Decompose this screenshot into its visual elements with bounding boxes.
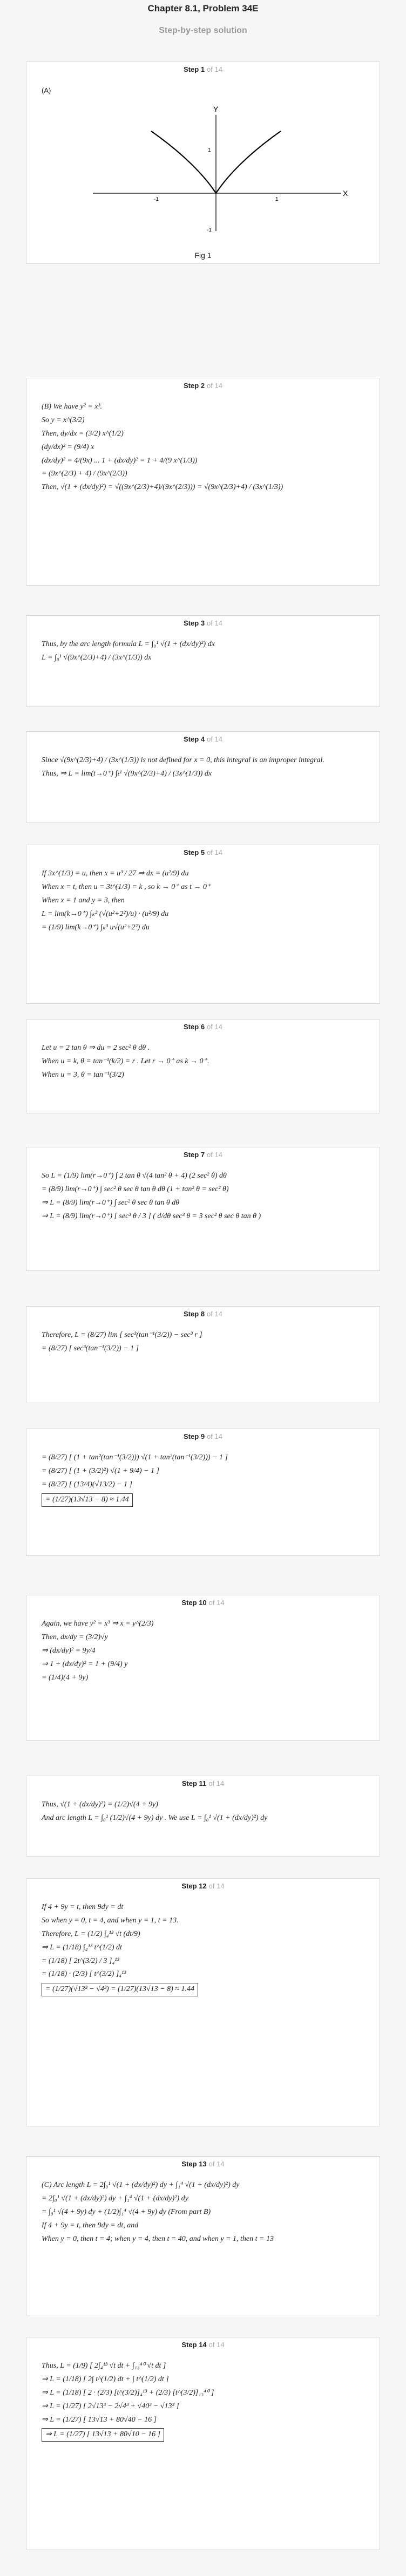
step-line: So L = (1/9) lim(r→0⁺) ∫ 2 tan θ √(4 tan² θ + 4) (2 sec² θ) dθ <box>42 1172 227 1180</box>
step-title: Step 1 of 14 <box>184 65 222 73</box>
step-title: Step 2 of 14 <box>184 382 222 390</box>
step-line: ⇒ L = (1/27) [ 13√13 + 80√40 − 16 ] <box>42 2415 157 2424</box>
step-line: When x = 1 and y = 3, then <box>42 896 125 905</box>
step-line: Then, dy/dx = (3/2) x^(1/2) <box>42 429 124 438</box>
step-card <box>26 1429 380 1556</box>
step-line: L = lim(k→0⁺) ∫ₖ³ (√(u²+2²)/u) · (u²/9) du <box>42 909 169 918</box>
step-title: Step 12 of 14 <box>181 1882 225 1890</box>
step-title: Step 7 of 14 <box>184 1151 222 1159</box>
step-line: So y = x^(3/2) <box>42 416 85 424</box>
boxed-answer: = (1/27)(13√13 − 8) ≈ 1.44 <box>42 1493 133 1507</box>
step-line: When y = 0, then t = 4; when y = 4, then t = 40, and when y = 1, then t = 13 <box>42 2234 274 2243</box>
boxed-answer: ⇒ L = (1/27) [ 13√13 + 80√10 − 16 ] <box>42 2428 164 2442</box>
step-line: Thus, ⇒ L = lim(t→0⁺) ∫ₜ¹ √(9x^(2/3)+4) / (3x^(1/3)) dx <box>42 769 212 778</box>
step-line: (C) Arc length L = 2∫₀¹ √(1 + (dx/dy)²) dy + ∫₁⁴ √(1 + (dx/dy)²) dy <box>42 2181 240 2189</box>
step-line: If 3x^(1/3) = u, then x = u³ / 27 ⇒ dx = (u²/9) du <box>42 869 189 878</box>
step-line: = (1/18) · (2/3) [ t^(3/2) ]₄¹³ <box>42 1970 126 1979</box>
tick-label: 1 <box>208 147 211 153</box>
step-line: (dx/dy)² = 4/(9x) ... 1 + (dx/dy)² = 1 + 4/(9 x^(1/3)) <box>42 456 198 465</box>
step-card <box>26 1019 380 1113</box>
step-line: = 2∫₀¹ √(1 + (dx/dy)²) dy + ∫₁⁴ √(1 + (dx/dy)²) dy <box>42 2194 188 2203</box>
step-line: L = ∫₀¹ √(9x^(2/3)+4) / (3x^(1/3)) dx <box>42 653 152 662</box>
step-title: Step 13 of 14 <box>181 2160 225 2168</box>
step-line: When u = k, θ = tan⁻¹(k/2) = r . Let r → 0⁺ as k → 0⁺. <box>42 1057 209 1065</box>
step-line: Thus, L = (1/9) [ 2∫₄¹³ √t dt + ∫₁₃⁴⁰ √t dt ] <box>42 2362 166 2370</box>
step-line: ⇒ L = (1/18) ∫₄¹³ t^(1/2) dt <box>42 1943 122 1952</box>
step-line: = (9x^(2/3) + 4) / (9x^(2/3)) <box>42 470 127 478</box>
page-subtitle: Step-by-step solution <box>159 26 247 35</box>
step-line: ⇒ L = (1/27) [ 2√13³ − 2√4³ + √40³ − √13³ ] <box>42 2402 179 2410</box>
step-line: = (1/18) [ 2t^(3/2) / 3 ]₄¹³ <box>42 1956 119 1965</box>
step-line: = (8/9) lim(r→0⁺) ∫ sec² θ sec θ tan θ dθ (1 + tan² θ = sec² θ) <box>42 1185 229 1193</box>
step-line: = (1/4)(4 + 9y) <box>42 1673 89 1682</box>
step-card <box>26 62 380 264</box>
tick-label: -1 <box>154 196 159 202</box>
step-title: Step 10 of 14 <box>181 1599 225 1607</box>
step-title: Step 11 of 14 <box>181 1779 225 1787</box>
boxed-answer: = (1/27)(√13³ − √4³) = (1/27)(13√13 − 8) ≈ 1.44 <box>42 1983 198 1996</box>
step-line: = ∫₀¹ √(4 + 9y) dy + (1/2)∫₁⁴ √(4 + 9y) dy (From part B) <box>42 2207 211 2216</box>
step-card <box>26 1595 380 1741</box>
step-line: Therefore, L = (1/2) ∫₄¹³ √t (dt/9) <box>42 1929 140 1938</box>
step-line: If 4 + 9y = t, then 9dy = dt <box>42 1903 124 1911</box>
step-line: Then, √(1 + (dx/dy)²) = √((9x^(2/3)+4)/(9x^(2/3))) = √(9x^(2/3)+4) / (3x^(1/3)) <box>42 483 283 492</box>
figure-plot <box>42 99 366 244</box>
step-line: Thus, √(1 + (dx/dy)²) = (1/2)√(4 + 9y) <box>42 1800 158 1809</box>
step-line: Again, we have y² = x³ ⇒ x = y^(2/3) <box>42 1620 154 1628</box>
tick-label: -1 <box>207 227 212 233</box>
step-title: Step 5 of 14 <box>184 848 222 857</box>
step-line: Let u = 2 tan θ ⇒ du = 2 sec² θ dθ . <box>42 1044 150 1052</box>
step-line: When u = 3, θ = tan⁻¹(3/2) <box>42 1070 124 1079</box>
step-line: (dy/dx)² = (9/4) x <box>42 443 94 451</box>
step-line: = (8/27) [ (1 + (3/2)²) √(1 + 9/4) − 1 ] <box>42 1466 160 1475</box>
step-line: = (1/9) lim(k→0⁺) ∫ₖ³ u√(u²+2²) du <box>42 923 150 932</box>
step-line: = (8/27) [ (1 + tan²(tan⁻¹(3/2))) √(1 + tan²(tan⁻¹(3/2))) − 1 ] <box>42 1453 228 1462</box>
step-line: = (8/27) [ sec³(tan⁻¹(3/2)) − 1 ] <box>42 1344 139 1352</box>
step-card <box>26 1878 380 2126</box>
step-line: So when y = 0, t = 4, and when y = 1, t = 13. <box>42 1916 179 1925</box>
step-line: = (8/27) [ (13/4)(√13/2) − 1 ] <box>42 1480 133 1488</box>
step-line: ⇒ L = (8/9) lim(r→0⁺) [ sec³ θ / 3 ] ( d/dθ sec³ θ = 3 sec² θ sec θ tan θ ) <box>42 1212 261 1220</box>
step-line: (A) <box>42 86 51 94</box>
step-card <box>26 378 380 586</box>
step-line: Thus, by the arc length formula L = ∫₀¹ √(1 + (dx/dy)²) dx <box>42 640 215 648</box>
step-line: Therefore, L = (8/27) lim [ sec³(tan⁻¹(3/2)) − sec³ r ] <box>42 1331 202 1339</box>
page-title: Chapter 8.1, Problem 34E <box>147 3 259 13</box>
step-line: ⇒ L = (1/18) [ 2∫ t^(1/2) dt + ∫ t^(1/2) dt ] <box>42 2375 169 2383</box>
step-line: Since √(9x^(2/3)+4) / (3x^(1/3)) is not defined for x = 0, this integral is an improper integral. <box>42 756 324 764</box>
step-card <box>26 845 380 1004</box>
step-title: Step 9 of 14 <box>184 1432 222 1440</box>
step-card <box>26 1306 380 1403</box>
step-card <box>26 1776 380 1857</box>
step-card <box>26 1147 380 1271</box>
step-line: Then, dx/dy = (3/2)√y <box>42 1633 108 1641</box>
step-line: And arc length L = ∫₀¹ (1/2)√(4 + 9y) dy . We use L = ∫₀¹ √(1 + (dx/dy)²) dy <box>42 1813 268 1822</box>
figure-caption: Fig 1 <box>194 250 212 260</box>
step-line: ⇒ L = (1/18) [ 2 · (2/3) [t^(3/2)]₄¹³ + (2/3) [t^(3/2)]₁₃⁴⁰ ] <box>42 2388 214 2397</box>
step-line: If 4 + 9y = t, then 9dy = dt, and <box>42 2221 139 2230</box>
step-line: ⇒ L = (8/9) lim(r→0⁺) ∫ sec² θ sec θ tan θ dθ <box>42 1198 180 1207</box>
step-line: ⇒ (dx/dy)² = 9y/4 <box>42 1646 96 1655</box>
step-line: ⇒ 1 + (dx/dy)² = 1 + (9/4) y <box>42 1660 128 1668</box>
tick-label: 1 <box>275 196 279 202</box>
x-axis-label: X <box>343 189 348 198</box>
step-title: Step 8 of 14 <box>184 1310 222 1318</box>
step-line: (B) We have y² = x³. <box>42 403 103 411</box>
step-line: When x = t, then u = 3t^(1/3) = k , so k → 0⁺ as t → 0⁺ <box>42 882 211 891</box>
step-title: Step 14 of 14 <box>181 2341 225 2349</box>
step-card <box>26 2337 380 2550</box>
step-card <box>26 2156 380 2315</box>
page-header <box>0 0 406 54</box>
step-title: Step 3 of 14 <box>184 619 222 627</box>
y-axis-label: Y <box>213 105 219 113</box>
step-card <box>26 731 380 823</box>
step-card <box>26 615 380 707</box>
step-title: Step 6 of 14 <box>184 1023 222 1031</box>
step-title: Step 4 of 14 <box>184 735 222 743</box>
